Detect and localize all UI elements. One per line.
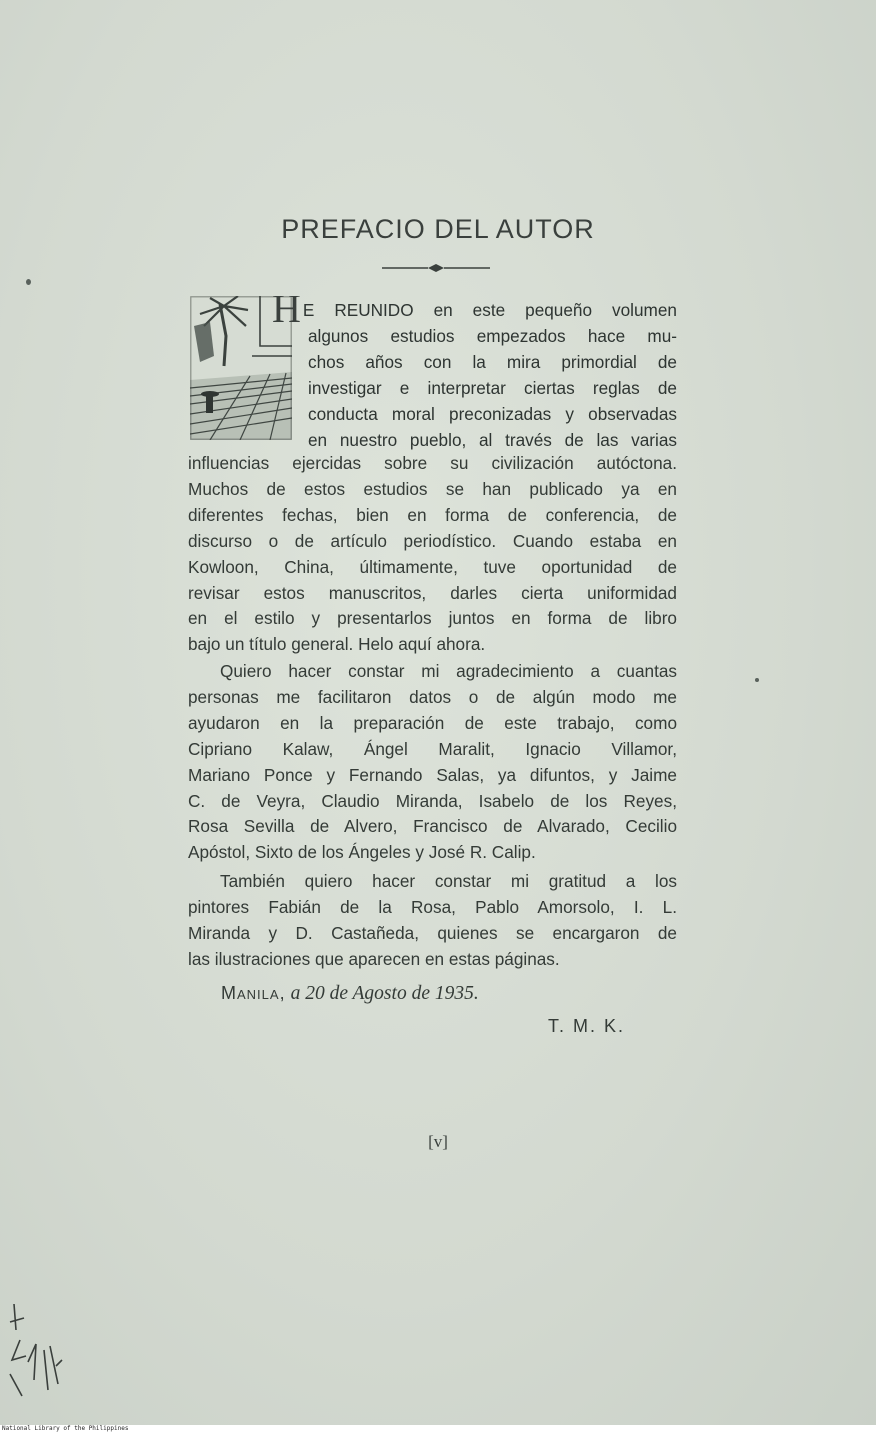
- footer-credit: National Library of the Philippines: [0, 1425, 876, 1433]
- page-title: PREFACIO DEL AUTOR: [281, 214, 595, 244]
- ink-speck: [26, 279, 31, 285]
- paragraph-1-line: Kowloon, China, últimamente, tuve oportunidad de: [188, 556, 677, 577]
- paragraph-1-line: H E REUNIDO en este pequeño volumen: [272, 296, 677, 324]
- paragraph-3-line: También quiero hacer constar mi gratitud a los: [220, 871, 677, 891]
- paragraph-2-line: Rosa Sevilla de Alvero, Francisco de Alvarado, Cecilio: [188, 816, 677, 837]
- paragraph-2: [188, 659, 677, 866]
- place-and-date: [221, 983, 479, 1005]
- handwritten-marginal-note: [6, 1300, 66, 1410]
- page-number: [v]: [428, 1132, 448, 1151]
- ink-speck: [755, 678, 759, 682]
- place: Manila,: [221, 983, 286, 1003]
- paragraph-1-line: en el estilo y presentarlos juntos en forma de libro: [188, 608, 677, 629]
- paragraph-1-line: bajo un título general. Helo aquí ahora.: [188, 634, 486, 655]
- paragraph-1-line: investigar e interpretar ciertas reglas de: [308, 377, 677, 398]
- paragraph-1-line: conducta moral preconizadas y observadas: [308, 403, 677, 424]
- paragraph-1-line: en nuestro pueblo, al través de las varias: [308, 429, 677, 450]
- drop-cap-letter: H: [272, 296, 301, 324]
- paragraph-3-line: pintores Fabián de la Rosa, Pablo Amorsolo, I. L.: [188, 896, 677, 917]
- ornament-divider: [380, 262, 492, 274]
- paragraph-1-beside-image: [272, 296, 677, 453]
- paragraph-2-line: Cipriano Kalaw, Ángel Maralit, Ignacio Villamor,: [188, 738, 677, 759]
- paragraph-2-line: Apóstol, Sixto de los Ángeles y José R. Calip.: [188, 842, 536, 863]
- paragraph-2-line: personas me facilitaron datos o de algún modo me: [188, 686, 677, 707]
- paragraph-1-line: algunos estudios empezados hace mu-: [308, 325, 677, 346]
- author-initials: T. M. K.: [548, 1016, 626, 1036]
- paragraph-2-line: C. de Veyra, Claudio Miranda, Isabelo de los Reyes,: [188, 790, 677, 811]
- paragraph-3-line: Miranda y D. Castañeda, quienes se encargaron de: [188, 922, 677, 943]
- paragraph-1-line: revisar estos manuscritos, darles cierta uniformidad: [188, 582, 677, 603]
- paragraph-1-line: Muchos de estos estudios se han publicado ya en: [188, 478, 677, 499]
- paragraph-1-line: influencias ejercidas sobre su civilización autóctona.: [188, 453, 677, 473]
- paragraph-2-line: Quiero hacer constar mi agradecimiento a cuantas: [220, 661, 677, 681]
- date: a 20 de Agosto de 1935.: [290, 983, 479, 1004]
- paragraph-1-line: chos años con la mira primordial de: [308, 351, 677, 372]
- paragraph-1-line: discurso o de artículo periodístico. Cuando estaba en: [188, 530, 677, 551]
- paragraph-1-line: diferentes fechas, bien en forma de conferencia, de: [188, 504, 677, 525]
- paragraph-3-line: las ilustraciones que aparecen en estas páginas.: [188, 948, 560, 969]
- paragraph-1: [188, 451, 677, 658]
- paragraph-2-line: ayudaron en la preparación de este trabajo, como: [188, 712, 677, 733]
- paragraph-3: [188, 869, 677, 973]
- paragraph-2-line: Mariano Ponce y Fernando Salas, ya difuntos, y Jaime: [188, 764, 677, 785]
